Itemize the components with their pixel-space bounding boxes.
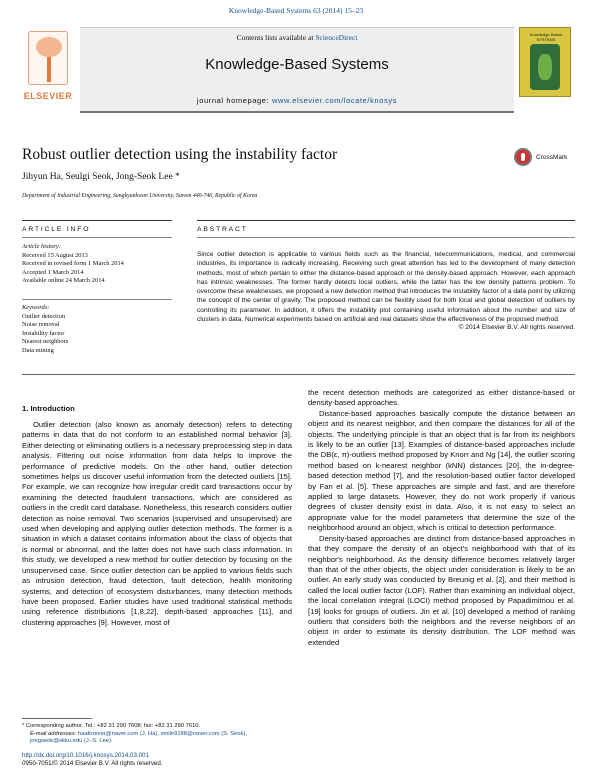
affiliation: Department of Industrial Engineering, Sungkyunkwan University, Suwon 440-746, Republic of Korea xyxy=(22,193,258,199)
keyword: Instability factor xyxy=(22,329,65,337)
doi-link[interactable]: http://dx.doi.org/10.1016/j.knosys.2014.03.001 xyxy=(22,752,149,759)
contents-prefix: Contents lists available at xyxy=(236,33,316,42)
keyword: Outlier detection xyxy=(22,312,66,320)
article-info-heading: ARTICLE INFO xyxy=(22,226,91,233)
publisher-name: ELSEVIER xyxy=(23,91,73,101)
homepage-link[interactable]: www.elsevier.com/locate/knosys xyxy=(271,96,398,105)
sciencedirect-link[interactable]: ScienceDirect xyxy=(315,33,358,42)
article-history xyxy=(22,243,172,286)
body-right-column xyxy=(308,388,575,648)
footnote xyxy=(22,723,292,746)
crossmark-button[interactable] xyxy=(514,146,574,176)
email-label: E-mail addresses: xyxy=(30,730,79,737)
crossmark-icon xyxy=(514,148,532,166)
abstract-text: Since outlier detection is applicable to various fields such as the financial, telecommunications, medical, and commercial industries, its importance is radically increasing. Receiving such great attention has led to the development of many detection methods, most of which pertain to either the distance-based approach or the density-based approach. However, each approach has intrinsic weaknesses. The former hardly detects local outliers, while the latter has the low density patterns problem. To overcome these weaknesses, we proposed a new detection method that introduces the instability factor of a data point by utilizing the concept of the center of gravity. The proposed method can be flexibly used for both local and global detection of outliers by controlling its parameter. In addition, it offers the instability plot containing useful information about the number and size of clusters in data. Numerical experiments based on artificial and real datasets show the effectiveness of the proposed method. xyxy=(197,251,575,324)
keywords-label: Keywords: xyxy=(22,304,50,311)
divider xyxy=(22,220,172,221)
journal-cover-image xyxy=(519,27,571,97)
divider xyxy=(197,220,575,221)
abstract-heading: ABSTRACT xyxy=(197,226,248,233)
history-label: Article history: xyxy=(22,243,61,250)
section-heading: 1. Introduction xyxy=(22,404,75,413)
publisher-logo xyxy=(20,27,76,113)
homepage-prefix: journal homepage: xyxy=(196,96,272,105)
divider xyxy=(22,299,172,300)
paragraph: Density-based approaches are distinct from distance-based approaches in that they compare the density of an object's neighborhood with that of its neighbor's neighborhood. As the density difference becomes relatively larger than that of the other objects, the object under consideration is likely to be an outlier. An early study was conducted by Breunig et al. [2], and their method is called the local outlier factor (LOF). Rather than examining an individual object, the local correlation integral (LOCI) method proposed by Papadimitriou et al. [19] looks for groups of outliers. Jin et al. [10] developed a method of ranking outliers that considers both the neighbors and the reverse neighbors of an object in order to estimate its density distribution. The LOF method was extended xyxy=(308,533,575,647)
divider xyxy=(22,374,575,375)
history-item: Received 15 August 2013 xyxy=(22,251,88,259)
keyword: Nearest neighbors xyxy=(22,338,69,346)
paragraph: Outlier detection (also known as anomaly detection) refers to detecting patterns in data that do not conform to an established normal behavior [3]. Either detecting or eliminating outliers is a necessary preprocessing step in data analysis. Filtering out noise information from data helps to improve the performance of predictive models. On the other hand, outlier detection sometimes helps us discover useful information from the detected outliers [15]. For example, we can recognize how irregular credit card transactions occur by examining the detected fraudulent transactions, which are considered as outliers in the credit card database. Nonetheless, this research considers outlier detection as noise removal. Two scenarios (supervised and unsupervised) are used when developing and applying outlier detection methods. The former is a situation in which a dataset contains information about the class of objects that is normal or abnormal, and the latter does not have such class information. In this study, we developed a new method for outlier detection by focusing on the unsupervised case. Since outlier detection can be applied to various fields such as intrusion detection, fraud detection, fault detection, health monitoring systems, and detection of ecosystem disturbances, many detection methods have been proposed. Earlier studies have used traditional statistical methods using reference distributions [1,8,22], depth-based approaches [11], and clustering approaches [9]. However, most of xyxy=(22,420,292,627)
issn-line: 0950-7051/© 2014 Elsevier B.V. All rights reserved. xyxy=(22,760,163,767)
running-head: Knowledge-Based Systems 63 (2014) 15–23 xyxy=(228,6,364,15)
doi-block xyxy=(22,752,322,768)
cover-artwork xyxy=(530,44,560,90)
paragraph: the recent detection methods are categorized as either distance-based or density-based approaches. xyxy=(308,388,575,408)
journal-homepage xyxy=(80,96,514,105)
elsevier-tree-icon xyxy=(28,31,68,85)
email-links[interactable]: haaforever@naver.com (J. Ha), smile9188@naver.com (S. Seok), jongseok@skku.edu (J.-S. Lee). xyxy=(30,730,248,745)
history-item: Accepted 1 March 2014 xyxy=(22,268,84,276)
crossmark-label: CrossMark xyxy=(536,154,568,161)
divider xyxy=(22,237,172,238)
abstract-copyright: © 2014 Elsevier B.V. All rights reserved. xyxy=(458,324,575,332)
body-left-column xyxy=(22,404,292,628)
corresponding-author: * Corresponding author. Tel.: +82 31 290 7608; fax: +82 31 290 7610. xyxy=(22,723,201,729)
paragraph: Distance-based approaches basically compute the distance between an object and its nearest neighbor, and then compare the distances for all of the objects. The underlying principle is that an object that is far from its neighbors is likely to be an outlier [13]. Examples of distance-based approaches include the DB(ε, π)-outliers method proposed by Knorr and Ng [14], the outlier scoring method based on k-nearest neighbor (kNN) distances [20], the in-degree-based detection method [7], and the resolution-based outlier factor developed by Fan et al. [5]. These approaches are simple and fast, and are therefore applied to large datasets. However, they do not work properly if various degrees of cluster density exist in data. Also, it is not easy to select an appropriate value for the model parameters that determine the size of the neighborhood around an object, which is critical to detection performance. xyxy=(308,408,575,533)
article-title: Robust outlier detection using the instability factor xyxy=(22,146,338,163)
history-item: Available online 24 March 2014 xyxy=(22,277,105,285)
keyword-list xyxy=(22,304,172,356)
author-list: Jihyun Ha, Seulgi Seok, Jong-Seok Lee * xyxy=(22,172,180,182)
divider xyxy=(197,237,575,238)
abstract xyxy=(197,250,575,331)
contents-line xyxy=(80,33,514,42)
cover-title: Knowledge-Based SYSTEMS xyxy=(529,32,563,42)
history-item: Received in revised form 1 March 2014 xyxy=(22,260,124,268)
journal-name: Knowledge-Based Systems xyxy=(205,56,389,73)
footnote-divider xyxy=(22,718,92,719)
keyword: Noise removal xyxy=(22,321,60,329)
keyword: Data mining xyxy=(22,346,54,354)
